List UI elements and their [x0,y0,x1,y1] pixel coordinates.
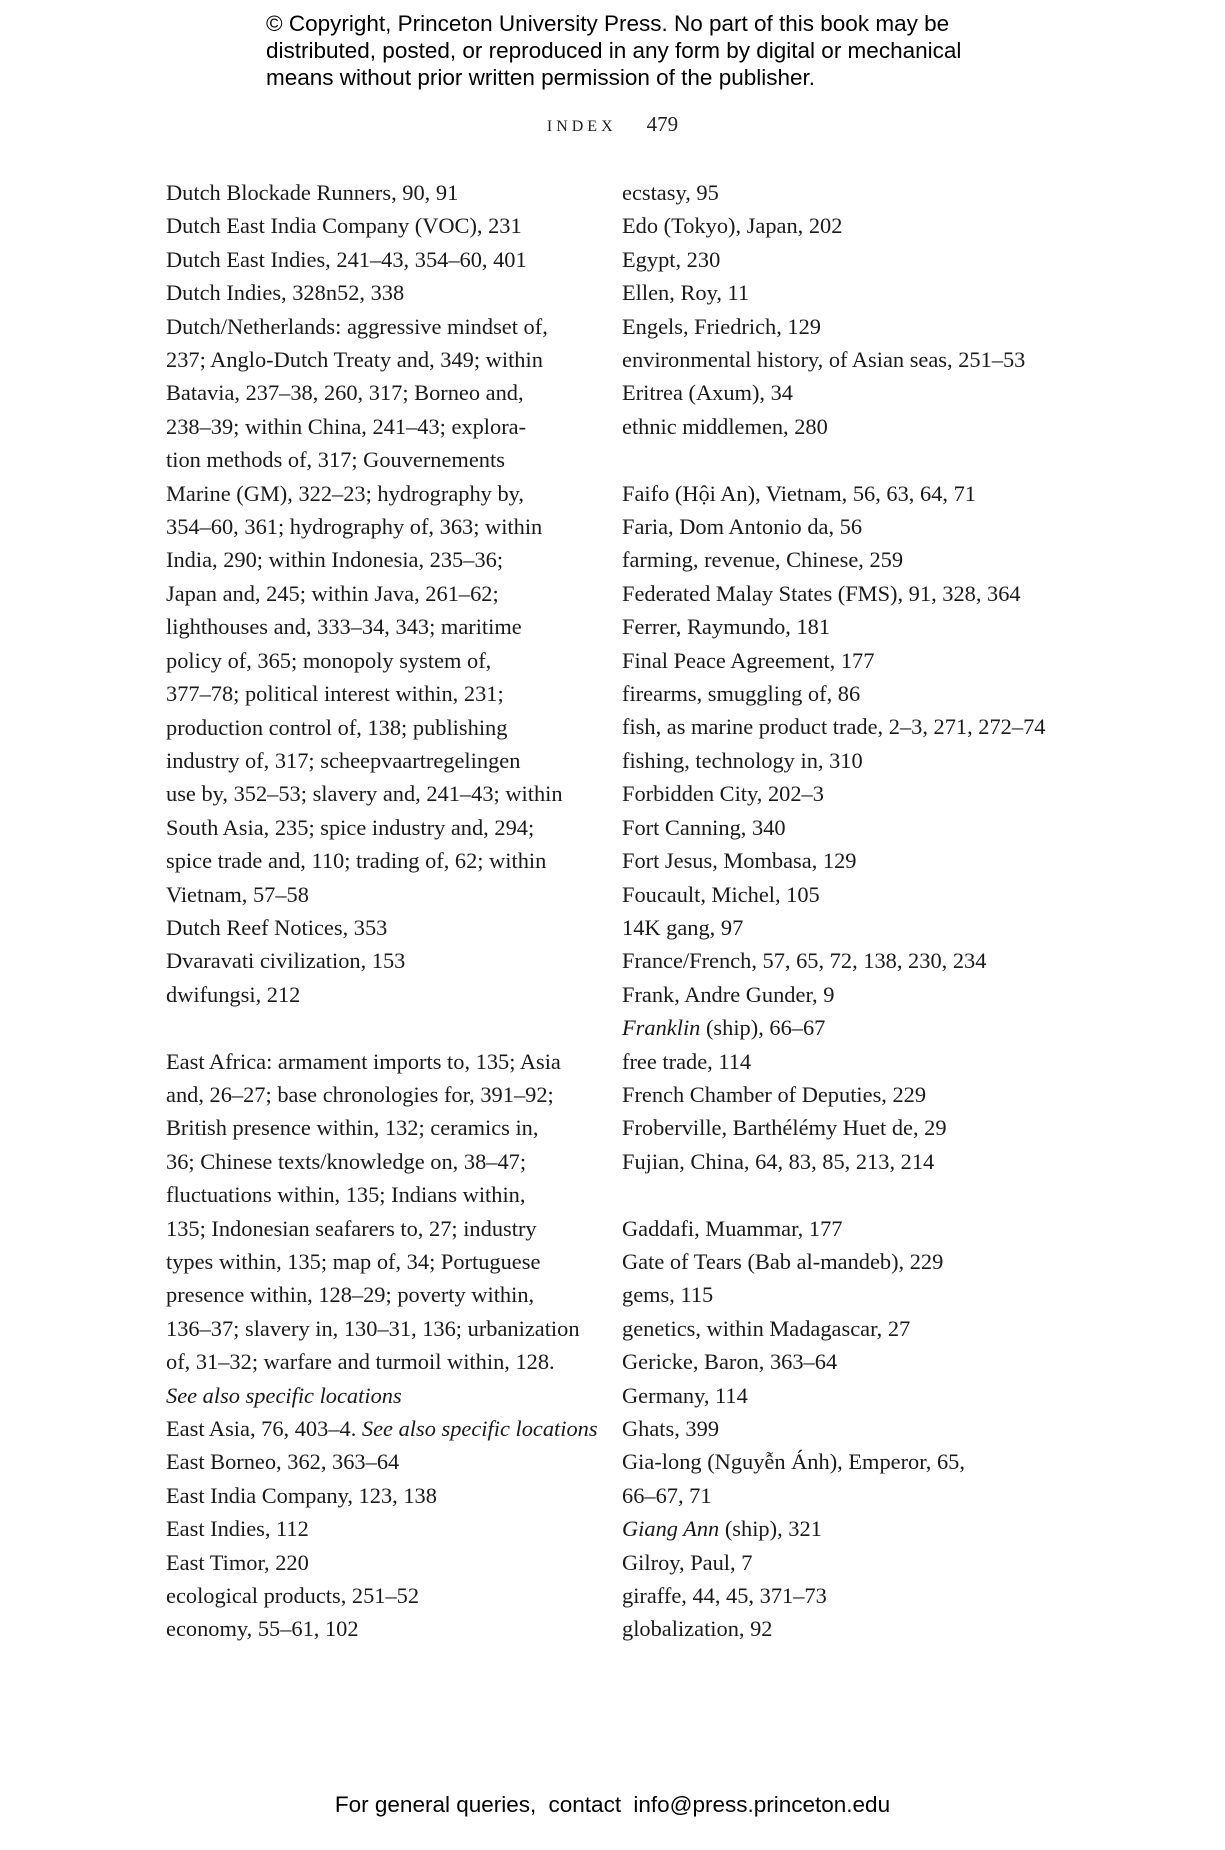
index-entry: Edo (Tokyo), Japan, 202 [622,213,843,239]
index-entry: Egypt, 230 [622,246,721,272]
footer-text: contact [548,1792,622,1817]
index-entry: French Chamber of Deputies, 229 [622,1081,927,1107]
entry-line: 238–39; within China, 241–43; explora- [166,413,527,439]
letter-group-gap [622,443,1062,476]
index-entry: fish, as marine product trade, 2–3, 271, 272–74 [622,714,1046,740]
index-entry: genetics, within Madagascar, 27 [622,1315,911,1341]
index-entry: Federated Malay States (FMS), 91, 328, 364 [622,580,1021,606]
see-also-text: See also specific locations [361,1416,598,1442]
index-entry: Engels, Friedrich, 129 [622,313,821,339]
index-entry: Dutch Reef Notices, 353 [166,914,388,940]
index-entry: Gilroy, Paul, 7 [622,1549,753,1575]
contact-email: info@press.princeton.edu [633,1792,891,1817]
index-entry: Froberville, Barthélémy Huet de, 29 [622,1115,947,1141]
index-entry: ethnic middlemen, 280 [622,413,828,439]
index-entry: Ellen, Roy, 11 [622,280,750,306]
index-entry [166,1045,586,1412]
index-entry [622,1445,1062,1512]
index-entry: Faria, Dom Antonio da, 56 [622,514,863,540]
entry-line: 354–60, 361; hydrography of, 363; within [166,514,543,540]
index-entry: firearms, smuggling of, 86 [622,681,861,707]
entry-line: 36; Chinese texts/knowledge on, 38–47; [166,1148,527,1174]
index-entry: fishing, technology in, 310 [622,747,863,773]
index-entry [622,1512,1062,1545]
index-entry: Fujian, China, 64, 83, 85, 213, 214 [622,1148,935,1174]
footer-text: For general queries, [334,1792,537,1817]
index-entry: Dutch East Indies, 241–43, 354–60, 401 [166,246,527,272]
entry-line: South Asia, 235; spice industry and, 294; [166,814,535,840]
entry-line: 237; Anglo-Dutch Treaty and, 349; within [166,347,543,373]
entry-line: 135; Indonesian seafarers to, 27; industry [166,1215,537,1241]
entry-line: of, 31–32; warfare and turmoil within, 128. [166,1349,555,1375]
entry-main-text: (ship), 66–67 [700,1015,826,1041]
entry-line: and, 26–27; base chronologies for, 391–92; [166,1081,554,1107]
page-number: 479 [646,112,679,136]
entry-line: Gia-long (Nguyễn Ánh), Emperor, 65, [622,1449,965,1475]
see-also-reference [166,1379,586,1412]
entry-main-text: (ship), 321 [719,1516,822,1542]
index-entry [622,1011,1062,1044]
index-entry: farming, revenue, Chinese, 259 [622,547,904,573]
entry-main-text: East Asia, 76, 403–4. [166,1416,357,1442]
running-head [0,112,1225,137]
index-entry: Ghats, 399 [622,1416,720,1441]
index-entry: dwifungsi, 212 [166,981,301,1007]
copyright-line: distributed, posted, or reproduced in any form by digital or mechanical [266,38,962,63]
index-entry: Dutch Indies, 328n52, 338 [166,280,405,306]
index-entry: East Indies, 112 [166,1516,309,1542]
entry-line: India, 290; within Indonesia, 235–36; [166,547,504,573]
index-entry: Frank, Andre Gunder, 9 [622,981,835,1007]
index-entry: economy, 55–61, 102 [166,1616,359,1642]
index-entry: Foucault, Michel, 105 [622,881,820,907]
entry-line: Vietnam, 57–58 [166,881,309,907]
entry-line: fluctuations within, 135; Indians within, [166,1182,526,1208]
index-entry: France/French, 57, 65, 72, 138, 230, 234 [622,948,987,974]
index-entry: ecological products, 251–52 [166,1583,420,1609]
index-entry: environmental history, of Asian seas, 251–53 [622,347,1026,373]
index-entry: free trade, 114 [622,1048,752,1074]
index-column-left [166,176,598,1646]
index-entry: Dvaravati civilization, 153 [166,948,406,974]
entry-line: 377–78; political interest within, 231; [166,681,504,707]
entry-line: tion methods of, 317; Gouvernements [166,447,505,473]
index-entry: Dutch Blockade Runners, 90, 91 [166,180,459,205]
entry-line: Batavia, 237–38, 260, 317; Borneo and, [166,380,524,406]
index-entry: Germany, 114 [622,1382,748,1408]
entry-line: Japan and, 245; within Java, 261–62; [166,580,499,606]
index-entry: Gate of Tears (Bab al-mandeb), 229 [622,1248,944,1274]
entry-line: Dutch/Netherlands: aggressive mindset of, [166,313,548,339]
index-entry: 14K gang, 97 [622,914,744,940]
index-entry: Gaddafi, Muammar, 177 [622,1215,843,1241]
entry-line: production control of, 138; publishing [166,714,508,740]
entry-line: lighthouses and, 333–34, 343; maritime [166,614,522,640]
entry-line: British presence within, 132; ceramics in, [166,1115,539,1141]
ship-name: Giang Ann [622,1516,720,1542]
index-entry: Gericke, Baron, 363–64 [622,1349,838,1375]
copyright-line: © Copyright, Princeton University Press. No part of this book may be [266,11,950,36]
index-column-right [622,176,1062,1646]
index-entry: East Timor, 220 [166,1549,309,1575]
copyright-line: means without prior written permission of the publisher. [266,65,816,90]
index-entry: Dutch East India Company (VOC), 231 [166,213,522,239]
entry-line: use by, 352–53; slavery and, 241–43; within [166,781,563,807]
see-also-text: See also specific locations [166,1382,402,1408]
index-entry: Final Peace Agreement, 177 [622,647,875,673]
copyright-notice [266,10,1026,91]
index-entry: gems, 115 [622,1282,714,1308]
entry-line: spice trade and, 110; trading of, 62; within [166,848,547,874]
index-entry: globalization, 92 [622,1616,773,1642]
index-entry: Fort Canning, 340 [622,814,786,840]
running-head-title: INDEX [546,118,617,135]
letter-group-gap [622,1178,1062,1211]
ship-name: Franklin [622,1015,701,1041]
entry-line: presence within, 128–29; poverty within, [166,1282,535,1308]
index-entry: Eritrea (Axum), 34 [622,380,793,406]
entry-line: 66–67, 71 [622,1482,712,1508]
index-entry: Ferrer, Raymundo, 181 [622,614,831,640]
footer-contact [0,1792,1225,1818]
index-entry: East Borneo, 362, 363–64 [166,1449,400,1475]
entry-line: policy of, 365; monopoly system of, [166,647,492,673]
entry-line: types within, 135; map of, 34; Portuguese [166,1248,541,1274]
entry-line: industry of, 317; scheepvaartregelingen [166,747,521,773]
index-entry: giraffe, 44, 45, 371–73 [622,1583,827,1609]
index-entry: East India Company, 123, 138 [166,1482,437,1508]
entry-line: Marine (GM), 322–23; hydrography by, [166,480,524,506]
entry-line: East Africa: armament imports to, 135; Asia [166,1048,561,1074]
index-entry: Faifo (Hội An), Vietnam, 56, 63, 64, 71 [622,480,976,506]
letter-group-gap [166,1011,586,1044]
index-entry [166,1412,598,1445]
index-entry: ecstasy, 95 [622,180,719,205]
index-entry [166,310,586,911]
index-entry: Forbidden City, 202–3 [622,781,824,807]
index-entry: Fort Jesus, Mombasa, 129 [622,848,857,874]
entry-line: 136–37; slavery in, 130–31, 136; urbanization [166,1315,580,1341]
